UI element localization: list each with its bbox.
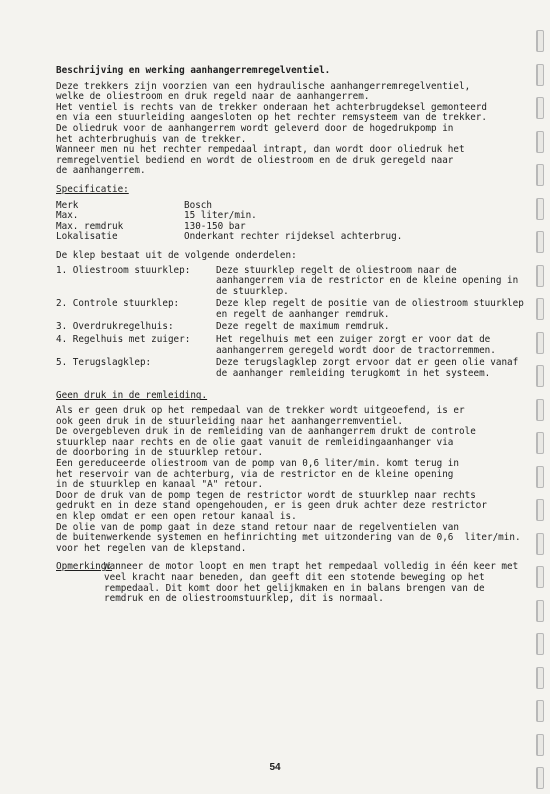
binder-hole <box>536 499 544 521</box>
intro-line: Het ventiel is rechts van de trekker onderaan het achterbrugdeksel gemonteerd <box>56 101 487 113</box>
part-item <box>56 335 526 356</box>
binder-hole <box>536 667 544 689</box>
part-name: 3. Overdrukregelhuis: <box>56 321 174 333</box>
intro-line: Deze trekkers zijn voorzien van een hydraulische aanhangerremregelventiel, <box>56 80 471 92</box>
part-description: Deze regelt de maximum remdruk. <box>216 321 390 333</box>
binder-hole <box>536 633 544 655</box>
binder-hole <box>536 30 544 52</box>
part-description: Het regelhuis met een zuiger zorgt er voor dat de aanhangerrem geregeld wordt door de tractorremmen. <box>216 334 496 356</box>
part-item <box>56 299 526 320</box>
part-description: Deze klep regelt de positie van de oliestroom stuurklep en regelt de aanhanger remdruk. <box>216 298 524 320</box>
intro-line: welke de oliestroom en druk regeld naar de aanhangerrem. <box>56 91 370 103</box>
spec-table <box>56 201 526 243</box>
spec-value: 130-150 bar <box>184 220 246 232</box>
section-line: Door de druk van de pomp tegen de restrictor wordt de stuurklep naar rechts <box>56 489 476 501</box>
part-item <box>56 322 526 333</box>
spec-value: 15 liter/min. <box>184 210 257 222</box>
binder-hole <box>536 97 544 119</box>
binder-hole <box>536 767 544 789</box>
section-line: Een gereduceerde oliestroom van de pomp van 0,6 liter/min. komt terug in <box>56 458 459 469</box>
page-content <box>56 66 526 605</box>
part-name: 2. Controle stuurklep: <box>56 298 180 310</box>
binder-hole <box>536 466 544 488</box>
binder-hole <box>536 198 544 220</box>
part-name: 4. Regelhuis met zuiger: <box>56 334 191 346</box>
section-no-pressure-body <box>56 406 526 554</box>
part-name: 5. Terugslagklep: <box>56 357 152 369</box>
section-line: De overgebleven druk in de remleiding van de aanhangerrem drukt de controle <box>56 426 476 438</box>
spec-label: Lokalisatie <box>56 231 118 243</box>
spec-row <box>56 211 526 222</box>
binder-hole <box>536 734 544 756</box>
section-line: de doorboring in de stuurklep retour. <box>56 447 264 459</box>
intro-line: en via een stuurleiding aangesloten op het rechter remsysteem van de trekker. <box>56 112 487 124</box>
binder-hole <box>536 533 544 555</box>
spec-label: Max. remdruk <box>56 220 124 232</box>
note-block <box>56 562 526 604</box>
section-line: de buitenwerkende systemen en hefinrichting met uitzondering van de 0,6 liter/min. <box>56 532 521 544</box>
intro-line: het achterbrughuis van de trekker. <box>56 133 247 145</box>
section-line: en klep omdat er een open retour kanaal is. <box>56 510 297 522</box>
note-label: Opmerking: <box>56 561 112 573</box>
spec-heading: Specificatie: <box>56 183 129 195</box>
part-item <box>56 266 526 298</box>
section-line: stuurklep naar rechts en de olie gaat vanuit de remleidingaanhanger via <box>56 436 454 448</box>
section-line: ook geen druk in de stuurleiding naar het aanhangerremventiel. <box>56 415 404 427</box>
spec-row <box>56 201 526 212</box>
binder-hole <box>536 164 544 186</box>
page-number: 54 <box>269 762 281 773</box>
binder-hole <box>536 332 544 354</box>
binder-hole <box>536 265 544 287</box>
binder-hole <box>536 399 544 421</box>
section-line: De olie van de pomp gaat in deze stand retour naar de regelventielen van <box>56 521 459 533</box>
intro-line: de aanhangerrem. <box>56 165 146 177</box>
spec-label: Merk <box>56 199 79 211</box>
binder-hole <box>536 600 544 622</box>
binder-hole <box>536 700 544 722</box>
part-description: Deze terugslagklep zorgt ervoor dat er geen olie vanaf de aanhanger remleiding terugkomt in het systeem. <box>216 357 519 379</box>
intro-line: Wanneer men nu het rechter rempedaal intrapt, dan wordt door oliedruk het <box>56 144 465 156</box>
note-text: Wanneer de motor loopt en men trapt het rempedaal volledig in één keer met veel kracht naar beneden, dan geeft dit een stotende beweging op het rempedaal. Dit komt door het gelijkmaken en in balans brengen van de remdruk en de oliestroomstuurklep, dit is normaal. <box>104 561 519 605</box>
binder-hole <box>536 566 544 588</box>
document-title: Beschrijving en werking aanhangerremregelventiel. <box>56 65 331 76</box>
intro-line: remregelventiel bediend en wordt de oliestroom en de druk geregeld naar <box>56 154 454 166</box>
spec-label: Max. <box>56 210 79 222</box>
binder-hole <box>536 131 544 153</box>
section-line: gedrukt en in deze stand opengehouden, er is geen druk achter deze restrictor <box>56 500 487 512</box>
intro-paragraph <box>56 82 526 177</box>
parts-intro: De klep bestaat uit de volgende onderdelen: <box>56 249 297 261</box>
section-no-pressure-heading: Geen druk in de remleiding. <box>56 390 208 402</box>
section-line: Als er geen druk op het rempedaal van de trekker wordt uitgeoefend, is er <box>56 405 465 417</box>
spec-row <box>56 232 526 243</box>
spec-value: Onderkant rechter rijdeksel achterbrug. <box>184 231 403 243</box>
binder-hole <box>536 64 544 86</box>
intro-line: De oliedruk voor de aanhangerrem wordt geleverd door de hogedrukpomp in <box>56 122 454 134</box>
binder-hole <box>536 298 544 320</box>
binder-hole <box>536 231 544 253</box>
section-line: het reservoir van de achterburg, via de restrictor en de kleine opening <box>56 468 454 480</box>
part-name: 1. Oliestroom stuurklep: <box>56 264 191 276</box>
section-line: in de stuurklep en kanaal "A" retour. <box>56 479 264 491</box>
parts-list <box>56 266 526 380</box>
binder-hole <box>536 365 544 387</box>
part-item <box>56 358 526 379</box>
binder-hole <box>536 432 544 454</box>
section-line: voor het regelen van de klepstand. <box>56 542 247 554</box>
part-description: Deze stuurklep regelt de oliestroom naar de aanhangerrem via de restrictor en de kleine opening in de stuurklep. <box>216 264 519 297</box>
spec-value: Bosch <box>184 199 212 211</box>
